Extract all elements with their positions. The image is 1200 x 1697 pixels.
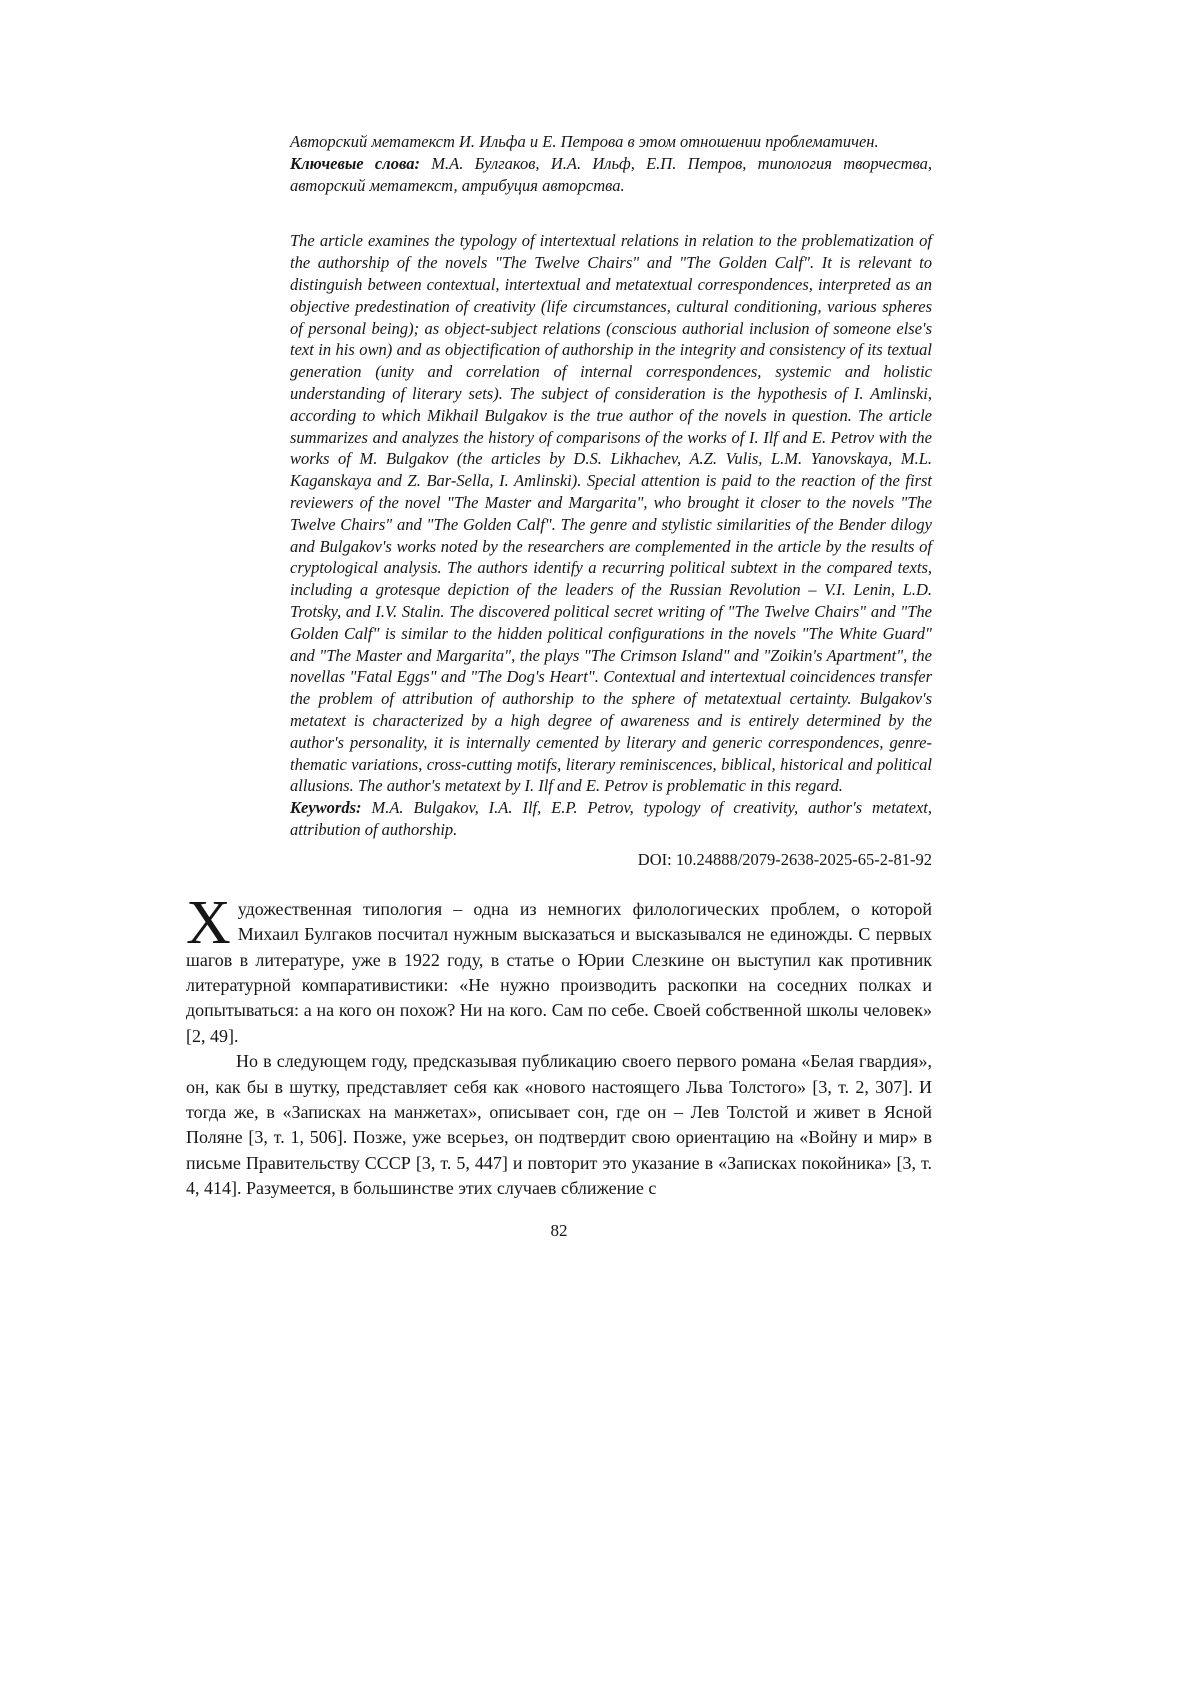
article-body [186,888,932,1202]
abstract-russian-sentence: Авторский метатекст И. Ильфа и Е. Петрова в этом отношении проблематичен. [290,132,879,151]
abstract-russian-keywords [290,153,932,197]
russian-keywords-text: М.А. Булгаков, И.А. Ильф, Е.П. Петров, типология творчества, авторский метатекст, атрибуция авторства. [290,153,932,195]
abstract-separator [186,196,932,230]
body-paragraph-2-text: Но в следующем году, предсказывая публикацию своего первого романа «Белая гвардия», он, как бы в шутку, представляет себя как «нового настоящего Льва Толстого» [3, т. 2, 307]. И тогда же, в «Записках на манжетах», описывает сон, где он – Лев Толстой и живет в Ясной Поляне [3, т. 1, 506]. Позже, уже всерьез, он подтвердит свою ориентацию на «Войну и мир» в письме Правительству СССР [3, т. 5, 447] и повторит это указание в «Записках покойника» [3, т. 4, 414]. Разумеется, в большинстве этих случаев сближение с [186,1051,932,1199]
english-keywords-text: M.A. Bulgakov, I.A. Ilf, E.P. Petrov, typology of creativity, author's metatext, attribution of authorship. [290,798,933,839]
text-column [186,131,932,1241]
drop-cap: Х [186,888,231,957]
english-keywords-label: Keywords: [290,798,362,818]
abstract-english-body: The article examines the typology of intertextual relations in relation to the problematization of the authorship of the novels "The Twelve Chairs" and "The Golden Calf". It is relevant to distinguish between contextual, intertextual and metatextual correspondences, interpreted as an objective predestination of creativity (life circumstances, cultural conditioning, various spheres of personal being); as object-subject relations (conscious authorial inclusion of someone else's text in his own) and as objectification of authorship in the integrity and consistency of its textual generation (unity and correlation of internal correspondences, systemic and holistic understanding of literary sets). The subject of consideration is the hypothesis of I. Amlinski, according to which Mikhail Bulgakov is the true author of the novels in question. The article summarizes and analyzes the history of comparisons of the works of I. Ilf and E. Petrov with the works of M. Bulgakov (the articles by D.S. Likhachev, A.Z. Vulis, L.M. Yanovskaya, M.L. Kaganskaya and Z. Bar-Sella, I. Amlinski). Special attention is paid to the reaction of the first reviewers of the novel "The Master and Margarita", who brought it closer to the novels "The Twelve Chairs" and "The Golden Calf". The genre and stylistic similarities of the Bender dilogy and Bulgakov's works noted by the researchers are complemented in the article by the results of cryptological analysis. The authors identify a recurring political subtext in the compared texts, including a grotesque depiction of the leaders of the Russian Revolution – V.I. Lenin, L.D. Trotsky, and I.V. Stalin. The discovered political secret writing of "The Twelve Chairs" and "The Golden Calf" is similar to the hidden political configurations in the novels "The White Guard" and "The Master and Margarita", the plays "The Crimson Island" and "Zoikin's Apartment", the novellas "Fatal Eggs" and "The Dog's Heart". Contextual and intertextual coincidences transfer the problem of attribution of authorship to the sphere of metatextual certainty. Bulgakov's metatext is characterized by a high degree of awareness and is entirely determined by the author's personality, it is internally cemented by literary and generic correspondences, genre-thematic variations, cross-cutting motifs, literary reminiscences, biblical, historical and political allusions. The author's metatext by I. Ilf and E. Petrov is problematic in this regard. [290,231,932,796]
body-paragraph-1-text: удожественная типология – одна из немногих филологических проблем, о которой Михаил Булгаков посчитал нужным высказаться и высказывался не единожды. С первых шагов в литературе, уже в 1922 году, в статье о Юрии Слезкине он выступил как противник литературной компаративистики: «Не нужно производить раскопки на соседних полках и допытываться: а на кого он похож? Ни на кого. Сам по себе. Своей собственной школы человек» [2, 49]. [186,898,932,1046]
russian-keywords-label: Ключевые слова: [290,153,420,173]
abstract-russian-text [290,131,932,153]
page-number: 82 [550,1220,568,1240]
body-paragraph-1 [186,888,932,1049]
abstract-english-text [290,230,932,797]
abstract-english [290,230,932,840]
doi-line: DOI: 10.24888/2079-2638-2025-65-2-81-92 [637,849,932,869]
body-paragraph-2 [186,1049,932,1201]
abstract-russian [290,131,932,196]
abstract-english-keywords [290,797,932,841]
